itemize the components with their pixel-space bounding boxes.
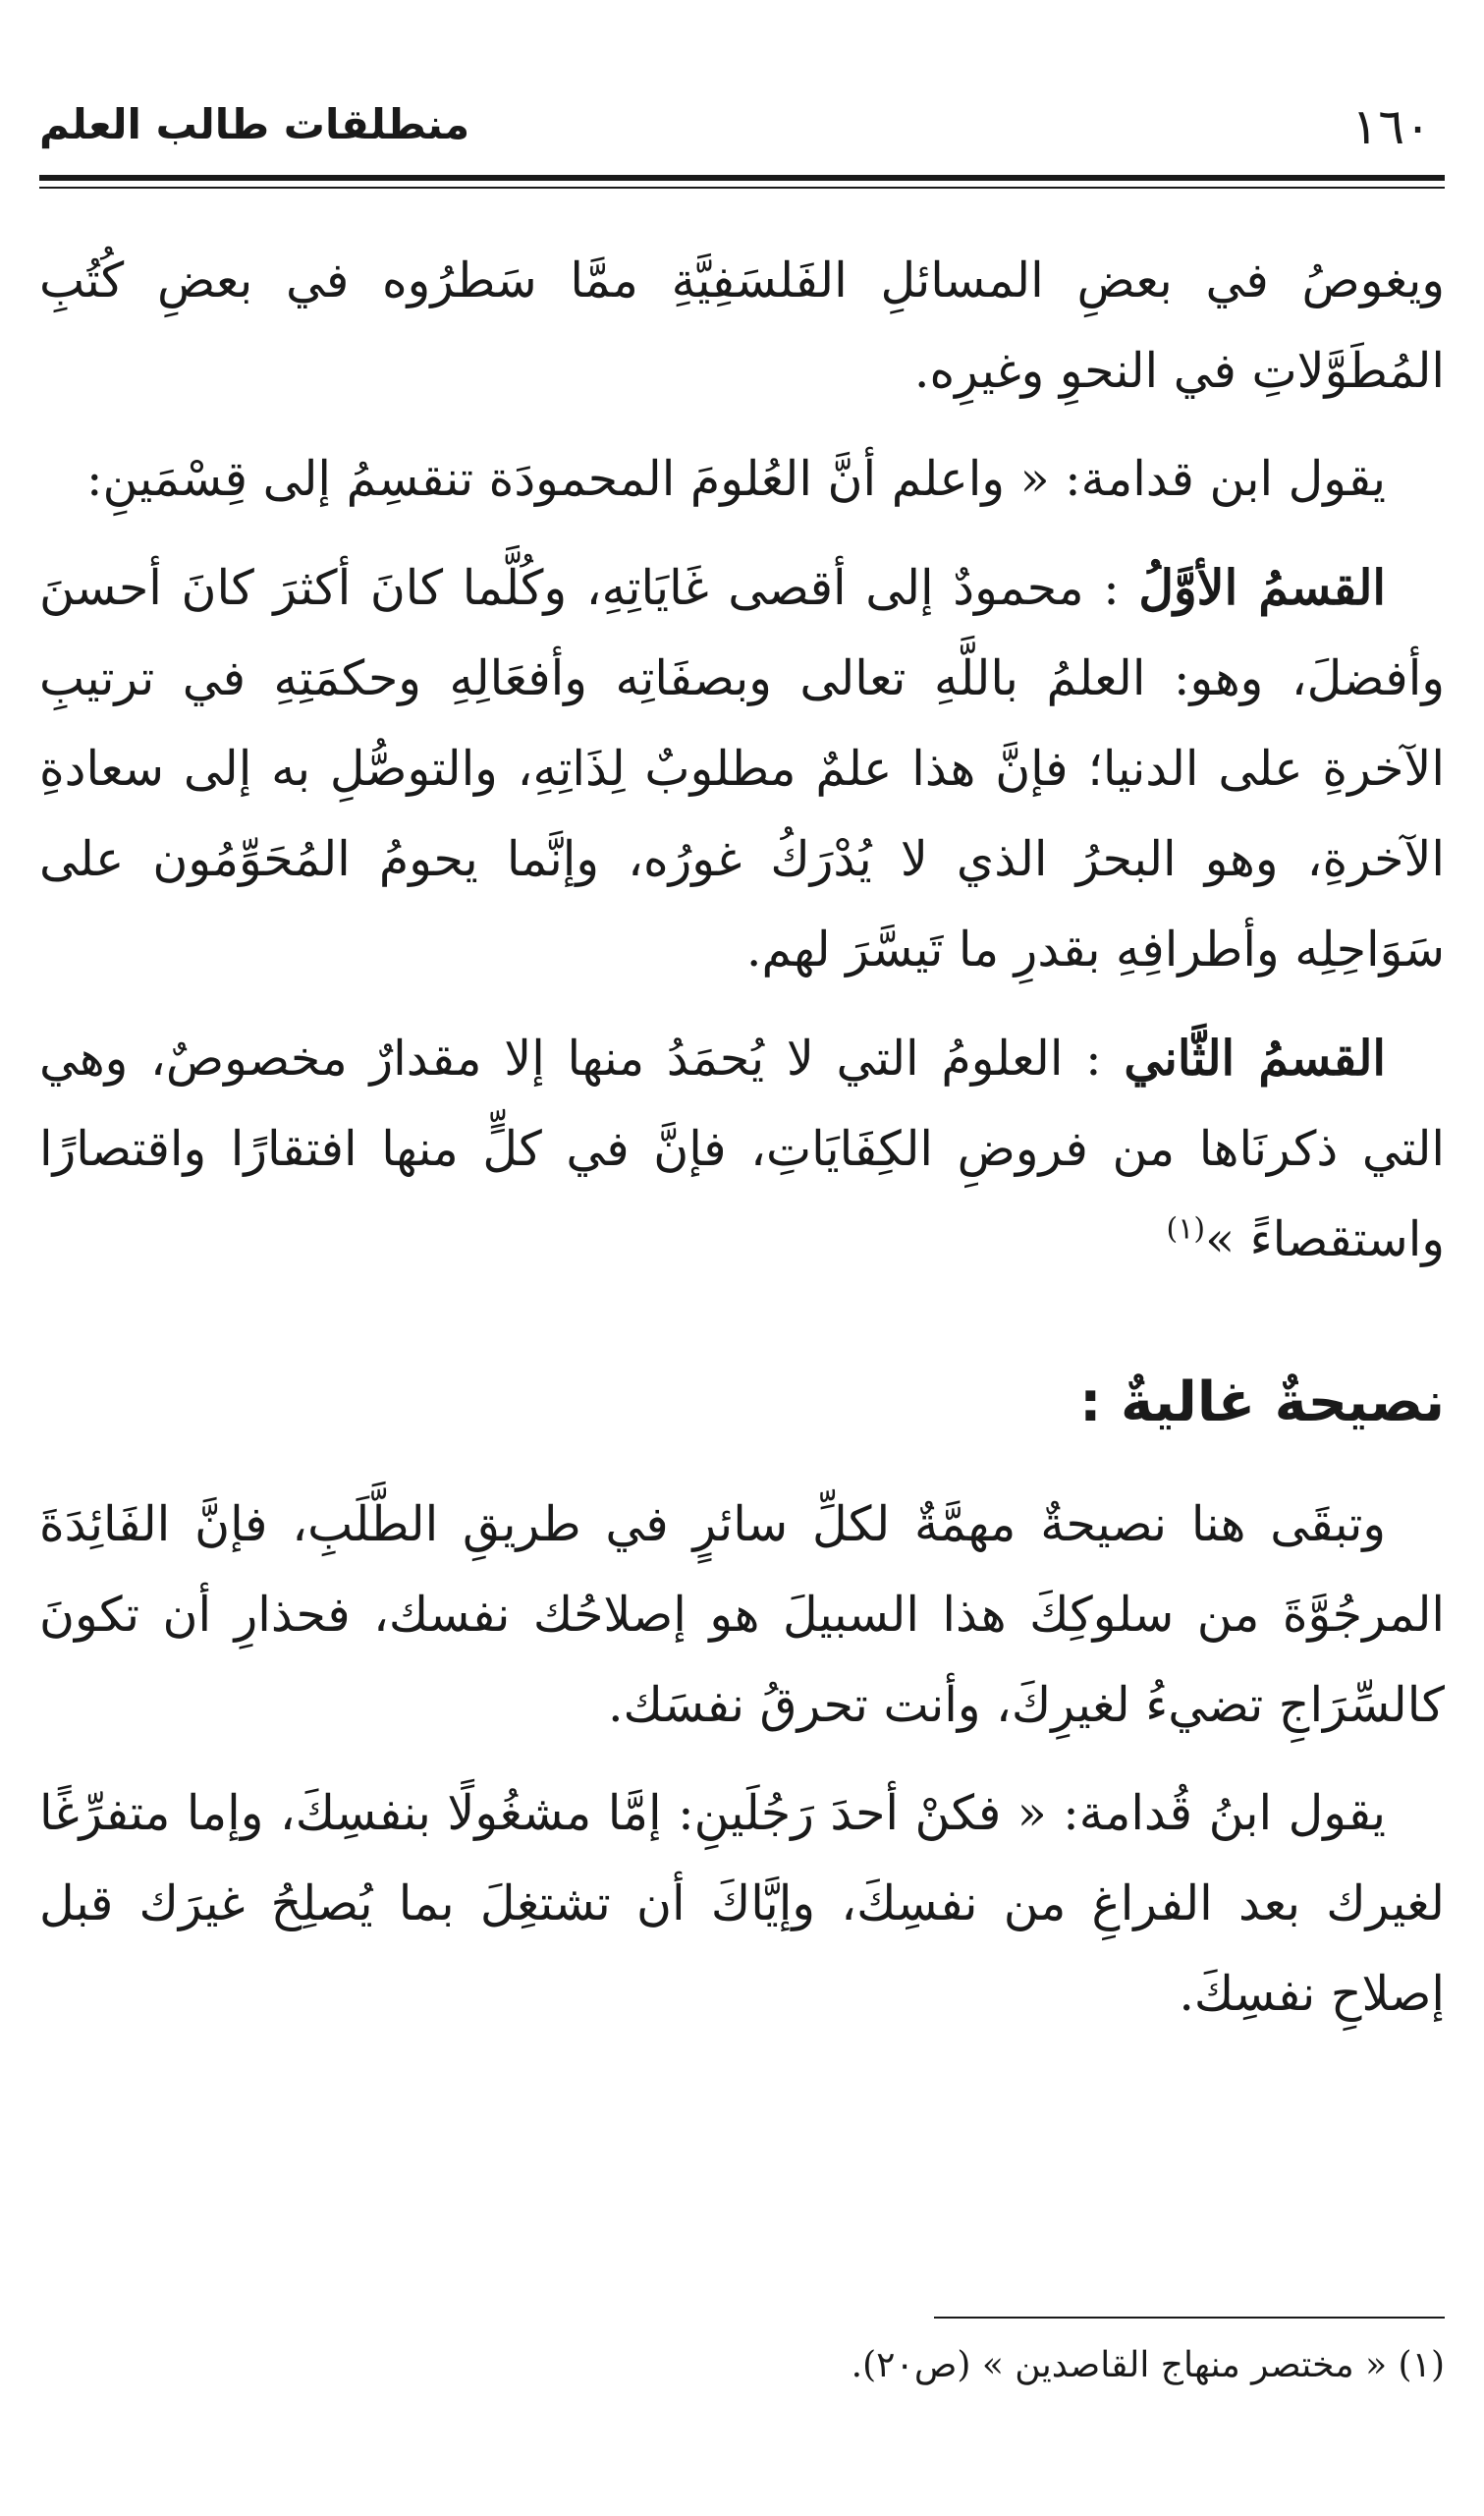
header-rule-thin (39, 187, 1445, 189)
paragraph-advice: وتبقَى هنا نصيحةٌ مهمَّةٌ لكلِّ سائرٍ في طريقِ الطَّلَبِ، فإنَّ الفَائِدَةَ المرجُوَّةَ من سلوكِكَ هذا السبيلَ هو إصلاحُك نفسك، فحذارِ أن تكونَ كالسِّرَاجِ تضيءُ لغيرِكَ، وأنت تحرقُ نفسَك. (39, 1496, 1445, 1733)
section-heading: نصيحةٌ غاليةٌ : (1079, 1370, 1445, 1434)
footnote-separator (934, 2317, 1445, 2319)
page-number: ١٦٠ (1351, 98, 1431, 155)
paragraph-intro: ويغوصُ في بعضِ المسائلِ الفَلسَفِيَّةِ ممَّا سَطرُوه في بعضِ كُتُبِ المُطَوَّلاتِ في النحوِ وغيرِه. (39, 252, 1445, 399)
paragraph-first-section (39, 542, 1445, 995)
paragraph-second-section (39, 1013, 1445, 1285)
book-title: منطلقات طالب العلم (39, 100, 470, 148)
footnote: (١) « مختصر منهاج القاصدين » (ص٢٠). (851, 2345, 1445, 2385)
body-text (39, 236, 1445, 2040)
header-rule-thick (39, 175, 1445, 181)
paragraph-ibn-qudama-quote: يقول ابن قدامة: « واعلم أنَّ العُلومَ المحمودَة تنقسِمُ إلى قِسْمَينِ: (85, 451, 1386, 507)
footnote-reference[interactable]: (١) (1166, 1211, 1206, 1247)
second-section-text: : العلومُ التي لا يُحمَدُ منها إلا مقدارٌ مخصوصٌ، وهي التي ذكرنَاها من فروضِ الكِفَايَاتِ، فإنَّ في كلٍّ منها افتقارًا واقتصارًا واستقصاءً » (39, 1031, 1445, 1267)
paragraph-ibn-qudama-advice: يقول ابنُ قُدامة: « فكنْ أحدَ رَجُلَينِ: إمَّا مشغُولًا بنفسِكَ، وإما متفرِّغًا لغيرك بعد الفراغِ من نفسِكَ، وإيَّاكَ أن تشتغِلَ بما يُصلِحُ غيرَك قبل إصلاحِ نفسِكَ. (39, 1785, 1445, 2022)
first-section-label: القسمُ الأوَّلُ (1138, 559, 1386, 616)
running-header (39, 98, 1445, 167)
first-section-text: : محمودٌ إلى أقصى غَايَاتِهِ، وكُلَّما كانَ أكثرَ كانَ أحسنَ وأفضلَ، وهو: العلمُ باللَّهِ تعالى وبصفَاتِه وأفعَالِهِ وحكمَتِهِ في ترتيبِ الآخرةِ على الدنيا؛ فإنَّ هذا علمٌ مطلوبٌ لِذَاتِهِ، والتوصُّلِ به إلى سعادةِ الآخرةِ، وهو البحرُ الذي لا يُدْرَكُ غورُه، وإنَّما يحومُ المُحَوِّمُون على سَوَاحِلِه وأطرافِهِ بقدرِ ما تَيسَّرَ لهم. (39, 560, 1445, 978)
second-section-label: القسمُ الثَّاني (1124, 1030, 1386, 1087)
